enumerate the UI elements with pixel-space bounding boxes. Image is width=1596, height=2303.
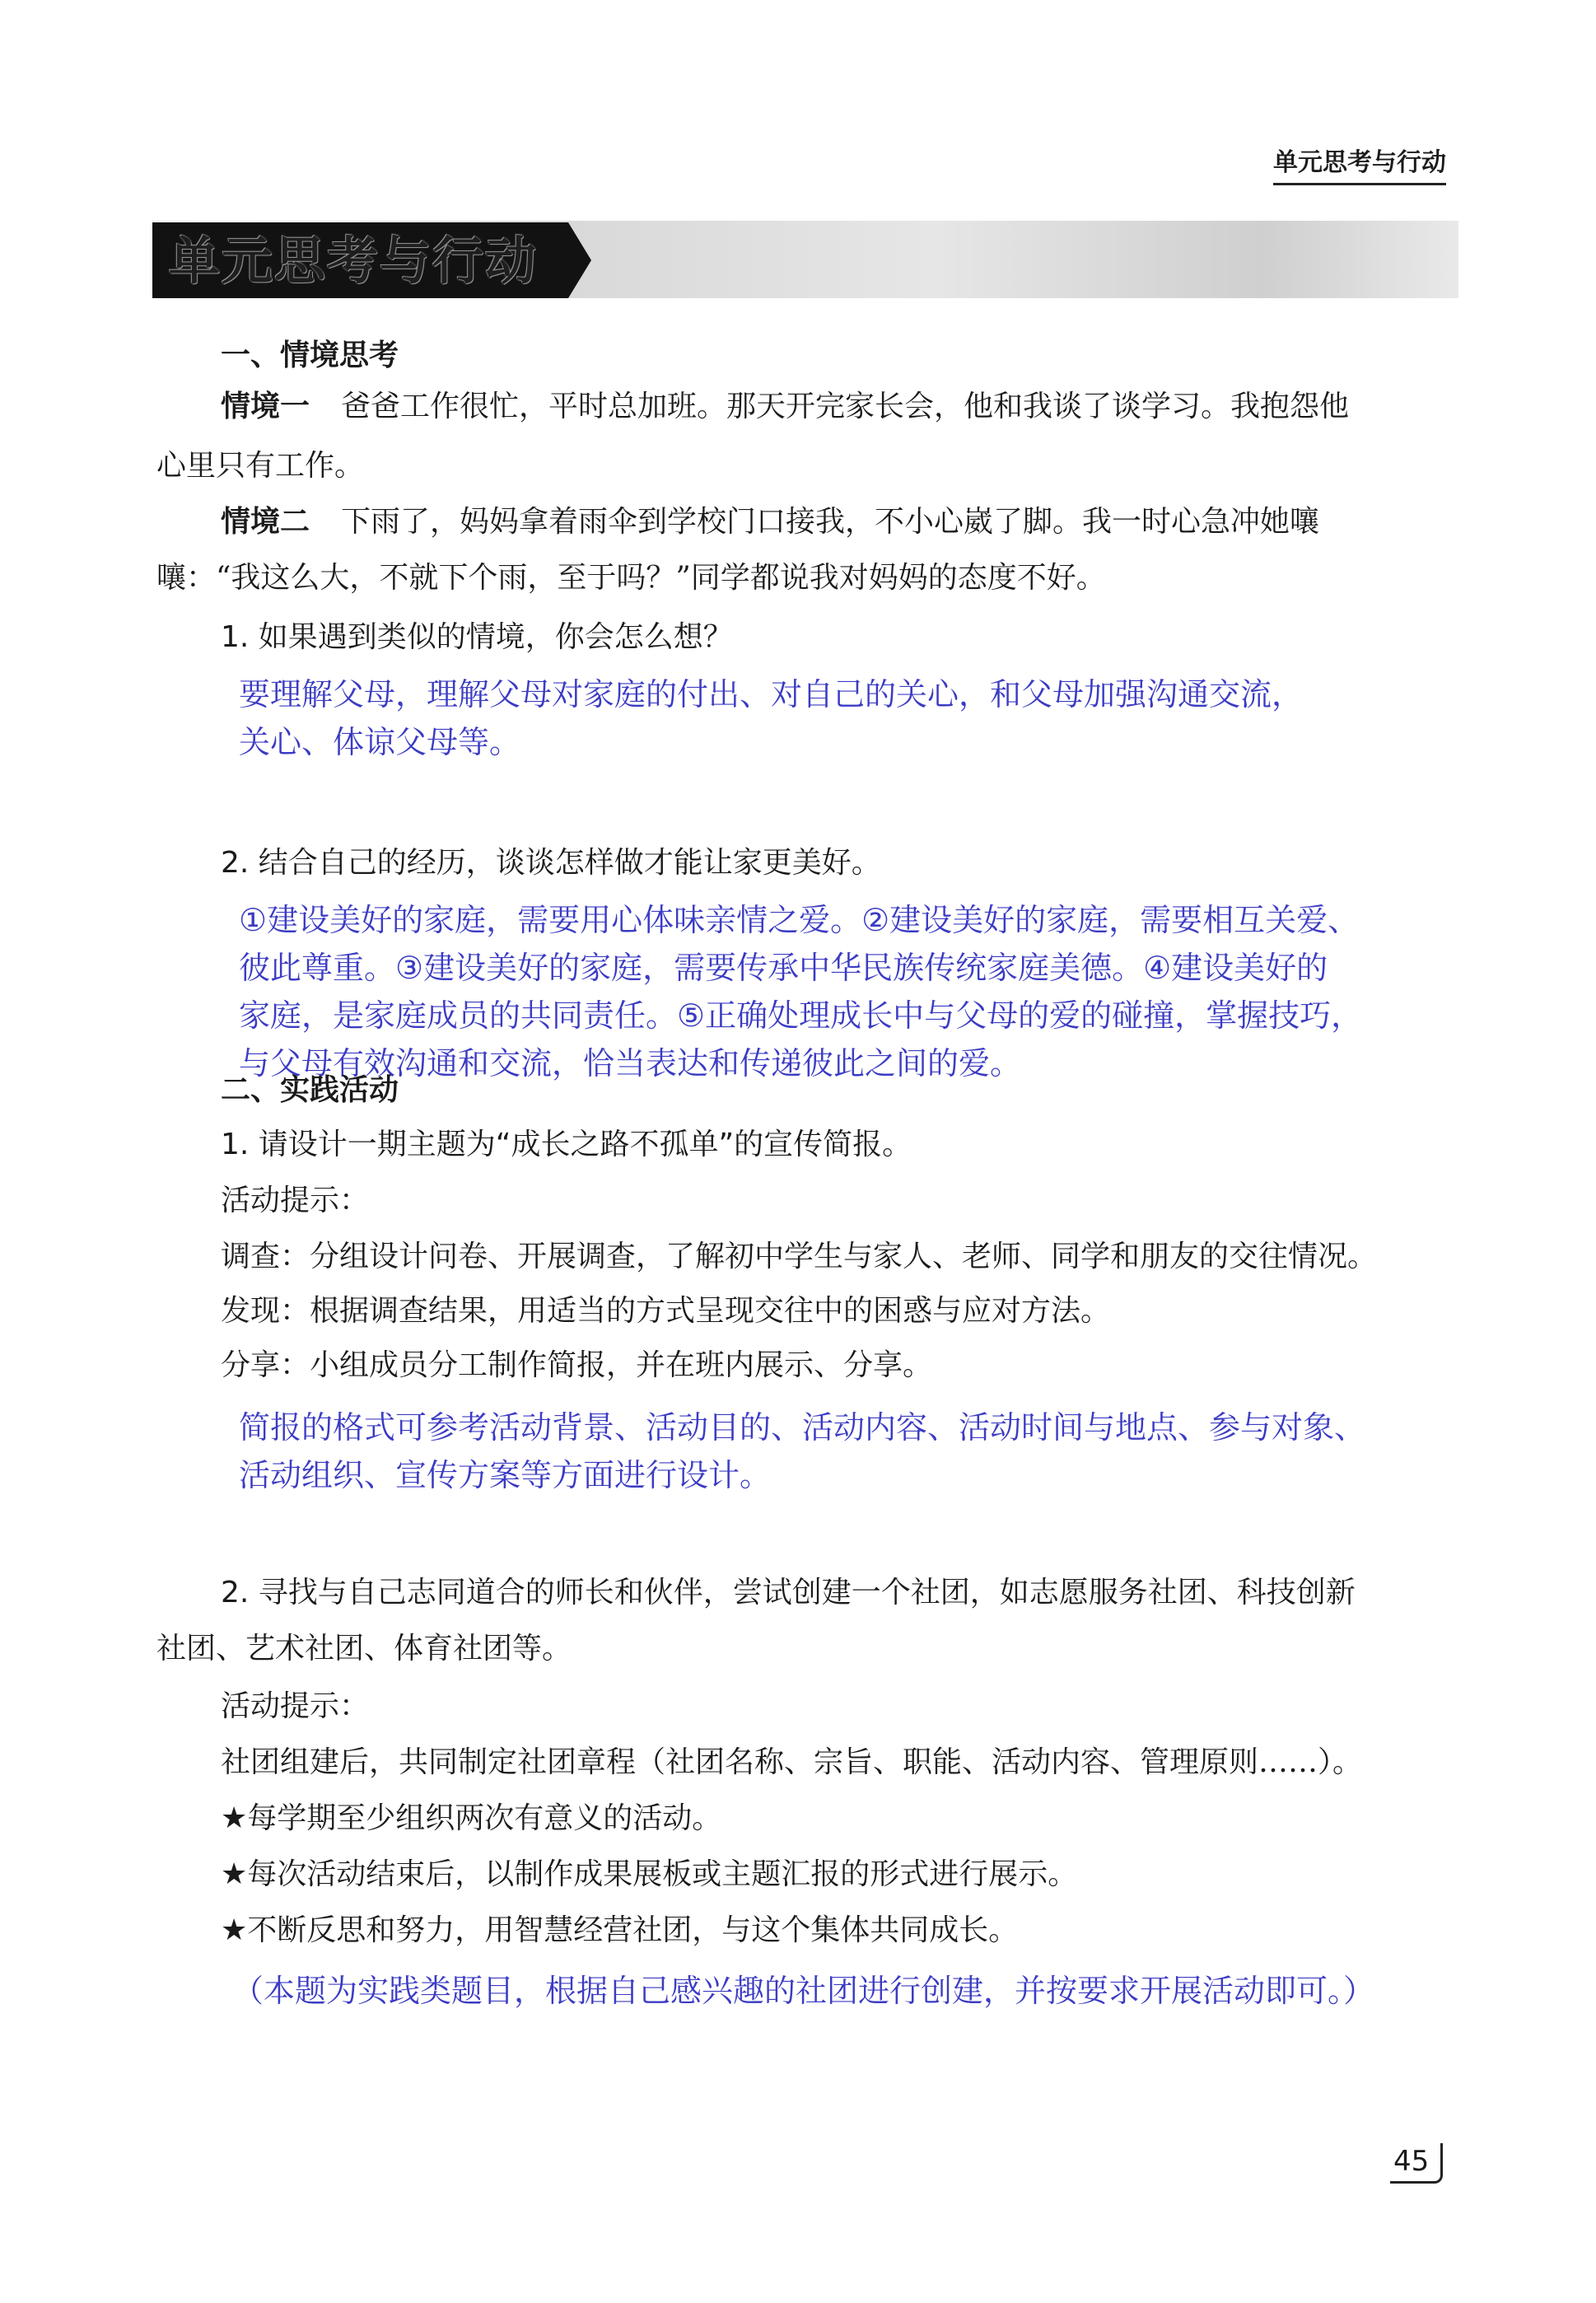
- task2-hint: ★不断反思和努力，用智慧经营社团，与这个集体共同成长。: [221, 1913, 1019, 1947]
- task2-hint: ★每学期至少组织两次有意义的活动。: [221, 1801, 722, 1835]
- q2-answer-line: 家庭，是家庭成员的共同责任。⑤正确处理成长中与父母的爱的碰撞，掌握技巧，: [239, 997, 1363, 1034]
- scenario2-text1: 下雨了，妈妈拿着雨伞到学校门口接我，不小心崴了脚。我一时心急冲她嚷: [341, 505, 1320, 539]
- scenario2-line2: 嚷：“我这么大，不就下个雨，至于吗？”同学都说我对妈妈的态度不好。: [156, 561, 1106, 595]
- scenario2-label: 情境二: [221, 505, 310, 539]
- scenario2-line1: [221, 501, 1319, 544]
- task1-hint: 调查：分组设计问卷、开展调查，了解初中学生与家人、老师、同学和朋友的交往情况。: [221, 1240, 1378, 1273]
- scenario1-text1: 爸爸工作很忙，平时总加班。那天开完家长会，他和我谈了谈学习。我抱怨他: [341, 390, 1350, 423]
- scenario1-line1: [221, 385, 1349, 428]
- task1-title: 1. 请设计一期主题为“成长之路不孤单”的宣传简报。: [221, 1128, 912, 1161]
- task2-hint-label: 活动提示：: [221, 1689, 370, 1723]
- q2-question: 2. 结合自己的经历，谈谈怎样做才能让家更美好。: [221, 846, 881, 880]
- q1-answer-line: 关心、体谅父母等。: [239, 724, 521, 760]
- q2-answer-line: 彼此尊重。③建设美好的家庭，需要传承中华民族传统家庭美德。④建设美好的: [239, 950, 1328, 986]
- task1-hint: 分享：小组成员分工制作简报，并在班内展示、分享。: [221, 1348, 933, 1382]
- banner-arrow-shape: [568, 222, 591, 298]
- task2-hint: 社团组建后，共同制定社团章程（社团名称、宗旨、职能、活动内容、管理原则……）。: [221, 1745, 1363, 1779]
- scenario1-line2: 心里只有工作。: [156, 449, 365, 483]
- task1-hint-label: 活动提示：: [221, 1184, 370, 1217]
- q1-question: 1. 如果遇到类似的情境，你会怎么想？: [221, 620, 733, 654]
- q2-answer-line: ①建设美好的家庭，需要用心体味亲情之爱。②建设美好的家庭，需要相互关爱、: [239, 902, 1360, 938]
- section1-heading: 一、情境思考: [221, 339, 399, 372]
- task2-title-line2: 社团、艺术社团、体育社团等。: [156, 1632, 572, 1665]
- section2-heading: 二、实践活动: [221, 1073, 399, 1107]
- task1-answer-line: 活动组织、宣传方案等方面进行设计。: [239, 1457, 772, 1493]
- q1-answer-line: 要理解父母，理解父母对家庭的付出、对自己的关心，和父母加强沟通交流，: [239, 676, 1304, 712]
- scenario1-label: 情境一: [221, 390, 310, 423]
- task2-answer: （本题为实践类题目，根据自己感兴趣的社团进行创建，并按要求开展活动即可。）: [232, 1973, 1375, 2009]
- page-number: 45: [1390, 2143, 1443, 2184]
- q2-answer-line: 与父母有效沟通和交流，恰当表达和传递彼此之间的爱。: [239, 1045, 1022, 1081]
- banner-title: 单元思考与行动: [169, 231, 539, 291]
- task2-title-line1: 2. 寻找与自己志同道合的师长和伙伴，尝试创建一个社团，如志愿服务社团、科技创新: [221, 1576, 1356, 1609]
- task1-hint: 发现：根据调查结果，用适当的方式呈现交往中的困惑与应对方法。: [221, 1294, 1111, 1328]
- task1-answer-line: 简报的格式可参考活动背景、活动目的、活动内容、活动时间与地点、参与对象、: [239, 1409, 1366, 1446]
- running-header: 单元思考与行动: [1273, 142, 1446, 185]
- task2-hint: ★每次活动结束后，以制作成果展板或主题汇报的形式进行展示。: [221, 1857, 1078, 1891]
